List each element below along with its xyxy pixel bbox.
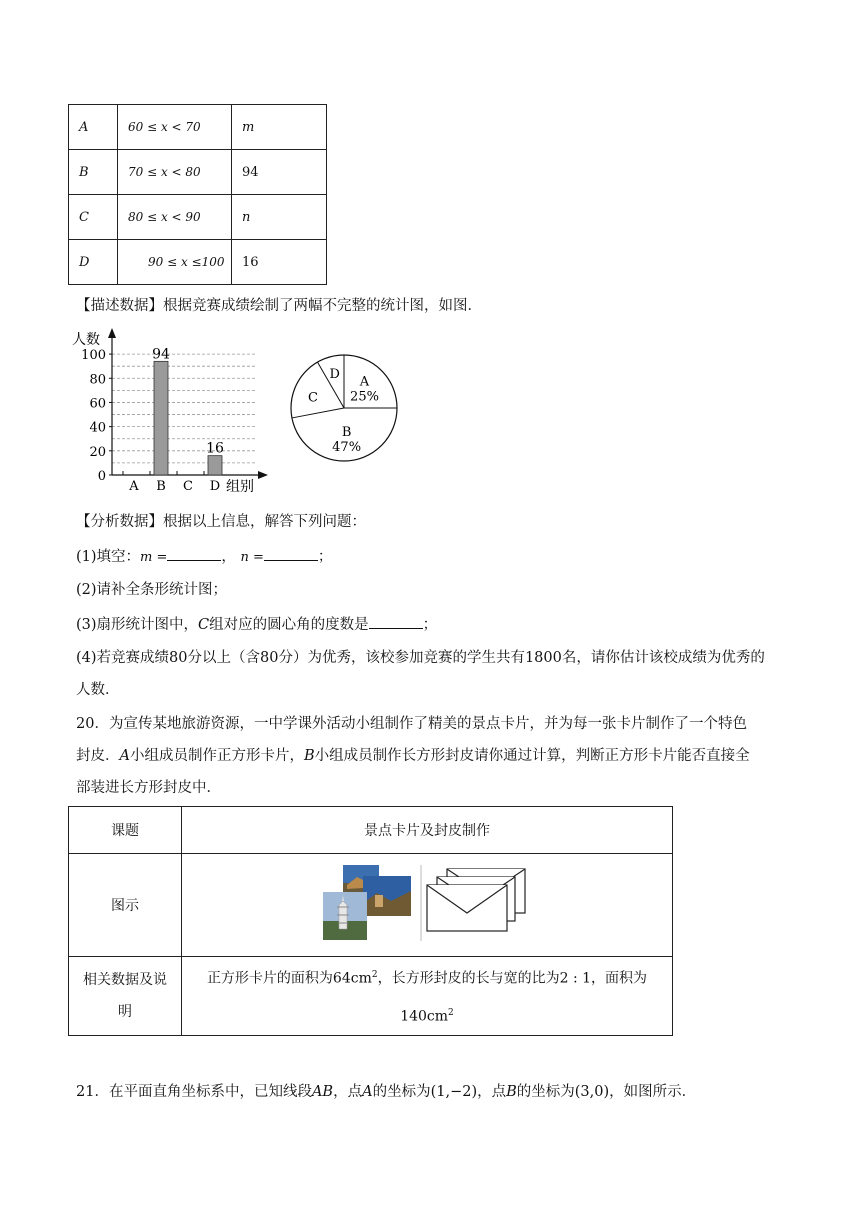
count-cell: m: [232, 105, 327, 150]
topic-label: 课题: [69, 807, 182, 854]
pie-label-B: 47%: [332, 439, 362, 455]
bar-chart: [68, 324, 268, 496]
count-cell: n: [232, 195, 327, 240]
data-label-B: 94: [152, 346, 170, 363]
x-tick-label: D: [209, 479, 221, 494]
y-tick-label: 60: [89, 396, 106, 412]
table-row: [69, 195, 327, 240]
bar-chart-ylabel: 人数: [72, 332, 100, 348]
y-tick-label: 80: [89, 372, 106, 388]
pie-label-B: B: [341, 424, 352, 440]
figure-label: 图示: [69, 854, 182, 957]
figure-cell: [182, 854, 673, 957]
range-cell: 70 ≤ x < 80: [118, 150, 232, 195]
grade-table: [68, 104, 327, 285]
range-cell: 90 ≤ x ≤100: [118, 240, 232, 285]
pie-label-D: D: [329, 367, 340, 383]
question-3: (3)扇形统计图中，C组对应的圆心角的度数是 ；: [76, 614, 437, 635]
data-label: 相关数据及说 明: [69, 957, 182, 1036]
table-row: [69, 150, 327, 195]
table-row: [69, 957, 673, 1036]
bar-D: [208, 456, 222, 475]
y-tick-label: 0: [97, 469, 106, 484]
problem-21: 21．在平面直角坐标系中，已知线段AB，点A的坐标为(1,−2)，点B的坐标为(3,0)，如图所示．: [76, 1084, 697, 1100]
question-4-line-2: 人数．: [76, 682, 120, 698]
group-cell: C: [69, 195, 118, 240]
x-tick-label: C: [183, 479, 193, 494]
pie-label-A: A: [359, 374, 370, 390]
range-cell: 80 ≤ x < 90: [118, 195, 232, 240]
data-text: 正方形卡片的面积为$64cm^2$，长方形封皮的长与宽的比为2 : 1，面积为 $140cm^2$: [182, 957, 673, 1036]
group-cell: A: [69, 105, 118, 150]
x-axis-arrow: [258, 471, 268, 479]
photo-cards-icon: [323, 865, 411, 940]
table-row: [69, 240, 327, 285]
group-cell: B: [69, 150, 118, 195]
problem-20-line-1: 20．为宣传某地旅游资源，一中学课外活动小组制作了精美的景点卡片，并为每一张卡片制作了一个特色: [76, 716, 747, 732]
table-row: [69, 105, 327, 150]
pie-label-A: 25%: [350, 389, 379, 405]
data-label-D: 16: [206, 440, 224, 457]
bar-B: [154, 361, 168, 475]
y-tick-label: 40: [89, 420, 106, 436]
x-tick-label: A: [129, 479, 139, 494]
envelope-icon: [427, 869, 525, 931]
describe-text: 【描述数据】根据竞赛成绩绘制了两幅不完整的统计图，如图．: [76, 298, 482, 314]
y-tick-label: 100: [81, 348, 106, 364]
analyze-intro: 【分析数据】根据以上信息，解答下列问题：: [76, 514, 366, 530]
problem-20-line-2: 封皮．A小组成员制作正方形卡片，B小组成员制作长方形封皮请你通过计算，判断正方形卡片能否直接全: [76, 748, 750, 764]
bar-chart-xlabel: 组别: [226, 479, 254, 495]
table-row: [69, 854, 673, 957]
count-cell: 94: [232, 150, 327, 195]
group-cell: D: [69, 240, 118, 285]
problem-20-line-3: 部装进长方形封皮中．: [76, 780, 221, 796]
pie-chart: [288, 352, 400, 464]
range-cell: 60 ≤ x < 70: [118, 105, 232, 150]
topic-value: 景点卡片及封皮制作: [182, 807, 673, 854]
pie-label-C: C: [308, 390, 318, 406]
y-tick-label: 20: [89, 444, 106, 460]
count-cell: 16: [232, 240, 327, 285]
task-table: [68, 806, 673, 1036]
card-envelope-figure: [317, 863, 537, 943]
y-axis-arrow: [108, 328, 116, 338]
question-2: (2)请补全条形统计图；: [76, 582, 228, 598]
x-tick-label: B: [156, 479, 166, 494]
question-1: (1)填空：m = ， n = ；: [76, 546, 332, 568]
question-4-line-1: (4)若竞赛成绩80分以上（含80分）为优秀，该校参加竞赛的学生共有1800名，请你估计该校成绩为优秀的: [76, 650, 765, 666]
table-row: [69, 807, 673, 854]
